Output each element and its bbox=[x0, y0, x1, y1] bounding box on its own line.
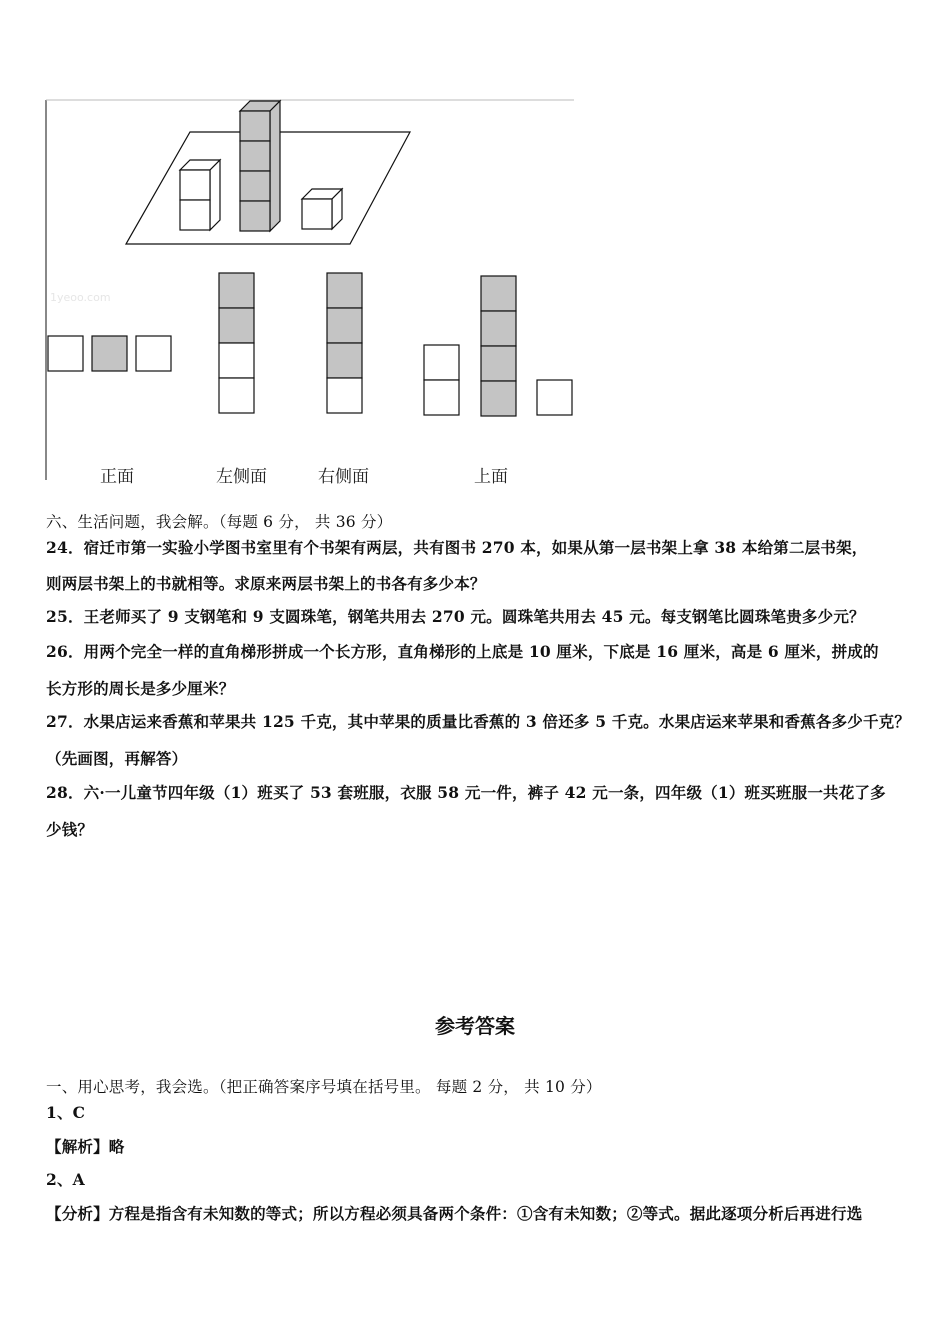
left-side-view bbox=[219, 273, 254, 413]
answer-section-1-heading: 一、用心思考，我会选。（把正确答案序号填在括号里。 每题 2 分， 共 10 分） bbox=[46, 1078, 602, 1096]
three-view-figure bbox=[44, 98, 576, 490]
question-26-line-1: 26．用两个完全一样的直角梯形拼成一个长方形，直角梯形的上底是 10 厘米，下底是 16 厘米，高是 6 厘米，拼成的 bbox=[46, 642, 879, 661]
section-6-heading: 六、生活问题，我会解。（每题 6 分， 共 36 分） bbox=[46, 513, 393, 531]
question-25: 25．王老师买了 9 支钢笔和 9 支圆珠笔，钢笔共用去 270 元。圆珠笔共用去 45 元。每支钢笔比圆珠笔贵多少元？ bbox=[46, 607, 865, 626]
question-27-line-2: （先画图，再解答） bbox=[46, 749, 188, 768]
right-side-view bbox=[327, 273, 362, 413]
question-27-line-1: 27．水果店运来香蕉和苹果共 125 千克，其中苹果的质量比香蕉的 3 倍还多 5 千克。水果店运来苹果和香蕉各多少千克？ bbox=[46, 712, 911, 731]
left-view-label: 左侧面 bbox=[216, 467, 267, 487]
right-view-label: 右侧面 bbox=[318, 467, 369, 487]
top-view-label: 上面 bbox=[474, 467, 508, 487]
front-view-label: 正面 bbox=[100, 467, 134, 487]
answer-1-note: 【解析】略 bbox=[46, 1137, 125, 1156]
top-view bbox=[424, 276, 572, 416]
answer-1: 1、C bbox=[46, 1103, 86, 1122]
question-24-line-2: 则两层书架上的书就相等。求原来两层书架上的书各有多少本？ bbox=[46, 574, 486, 593]
cube-views-drawing bbox=[44, 98, 576, 490]
answer-title: 参考答案 bbox=[435, 1014, 515, 1038]
answer-2-note: 【分析】方程是指含有未知数的等式；所以方程必须具备两个条件：①含有未知数；②等式。据此逐项分析后再进行选 bbox=[46, 1204, 863, 1223]
answer-2: 2、A bbox=[46, 1170, 85, 1189]
cube-stack-1 bbox=[302, 189, 342, 229]
cube-stack-2 bbox=[180, 160, 220, 230]
cube-stack-4 bbox=[240, 101, 280, 231]
question-24-line-1: 24．宿迁市第一实验小学图书室里有个书架有两层，共有图书 270 本，如果从第一层书架上拿 38 本给第二层书架， bbox=[46, 538, 868, 557]
question-28-line-2: 少钱？ bbox=[46, 820, 94, 839]
question-26-line-2: 长方形的周长是多少厘米？ bbox=[46, 679, 235, 698]
question-28-line-1: 28．六·一儿童节四年级（1）班买了 53 套班服，衣服 58 元一件，裤子 42 元一条，四年级（1）班买班服一共花了多 bbox=[46, 783, 886, 802]
watermark: 1yeoo.com bbox=[50, 291, 111, 304]
front-view bbox=[48, 336, 171, 371]
